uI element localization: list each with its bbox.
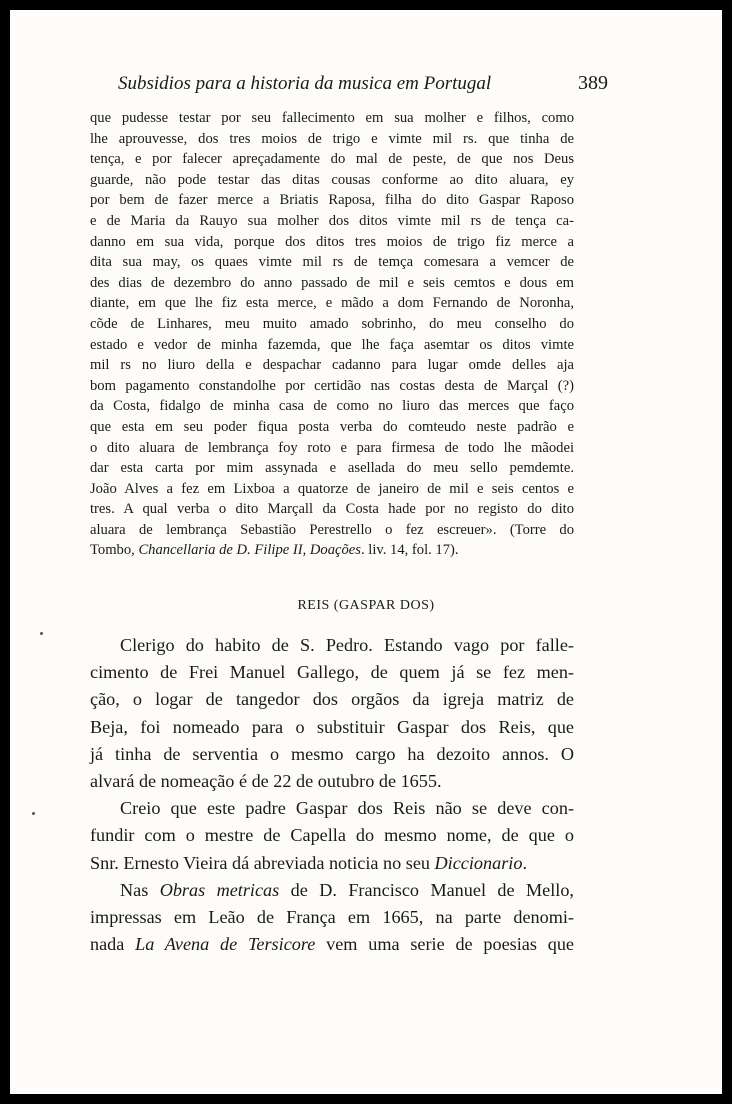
margin-speck [40, 632, 43, 635]
quote-line: por bem de fazer merce a Briatis Raposa, filha do dito Gaspar Raposo [90, 192, 574, 209]
body-line: impressas em Leão de França em 1665, na parte denomi- [90, 907, 574, 928]
section-heading: REIS (GASPAR DOS) [297, 598, 435, 613]
entry-body [90, 632, 574, 958]
body-line: Beja, foi nomeado para o substituir Gaspar dos Reis, que [90, 716, 574, 737]
quote-line: bom pagamento constandolhe por certidão nas costas desta de Marçal (?) [90, 377, 574, 394]
body-line [90, 850, 574, 877]
body-line: ção, o logar de tangedor dos orgãos da igreja matriz de [90, 689, 574, 710]
quote-line: e de Maria da Rauyo sua molher dos ditos vimte mil rs de tença ca- [90, 212, 574, 229]
citation-suffix: . liv. 14, fol. 17). [360, 542, 459, 559]
body-line: alvará de nomeação é de 22 de outubro de 1655. [90, 771, 442, 792]
citation-source-title: Chancellaria de D. Filipe II [138, 542, 303, 559]
body-line: cimento de Frei Manuel Gallego, de quem já se fez men- [90, 662, 574, 683]
body-text: vem uma serie de poesias que [315, 934, 574, 955]
margin-speck [32, 812, 35, 815]
quote-line: que esta em seu poder fiqua posta verba do comteudo neste padrão e [90, 418, 574, 435]
quote-line: lhe aprouvesse, dos tres moios de trigo e vimte mil rs. que tinha de [90, 130, 574, 147]
body-text: . [522, 852, 527, 873]
quote-line: diante, em que lhe fiz esta merce, e mãdo a dom Fernando de Noronha, [90, 295, 574, 312]
quote-citation-line [90, 540, 574, 561]
quote-line: dar esta carta por mim assynada e asellada do meu sello pemdemte. [90, 460, 574, 477]
quote-line: estado e vedor de minha fazemda, que lhe faça asemtar os ditos vimte [90, 336, 574, 353]
body-text: Snr. Ernesto Vieira dá abreviada noticia no seu [90, 852, 435, 873]
quote-line: tença, e por falecer apreçadamente do mal de peste, de que nos Deus [90, 151, 574, 168]
body-text: Nas [120, 879, 160, 900]
body-line [90, 931, 574, 958]
quote-line: des dias de dezembro do anno passado de mil e seis cemtos e dous em [90, 274, 574, 291]
citation-source-section: Doações [309, 542, 361, 559]
work-title: Diccionario [434, 852, 523, 873]
page-number: 389 [578, 72, 608, 94]
quote-line: da Costa, fidalgo de minha casa de como no liuro das merces que faço [90, 398, 574, 415]
body-line [90, 877, 574, 904]
work-title: La Avena de Tersicore [135, 934, 316, 955]
quote-line: mil rs no liuro della e despachar cadanno para lugar omde delles aja [90, 357, 574, 374]
body-text: nada [90, 934, 136, 955]
quote-line: cõde de Linhares, meu muito amado sobrinho, do meu conselho do [90, 315, 574, 332]
quote-line: guarde, não pode testar das ditas cousas conforme ao dito aluara, ey [90, 171, 574, 188]
citation-prefix: Tombo, [90, 542, 139, 559]
quote-line: aluara de lembrança Sebastião Perestrello o fez escreuer». (Torre do [90, 521, 574, 538]
quote-line: dita sua may, os quaes vimte mil rs de temça comesara a vemcer de [90, 254, 574, 271]
body-line: Clerigo do habito de S. Pedro. Estando vago por falle- [120, 635, 574, 655]
body-text: de D. Francisco Manuel de Mello, [279, 879, 574, 900]
running-header [118, 72, 608, 95]
quote-line: o dito aluara de lembrança foy roto e para firmesa de todo lhe mãodei [90, 439, 574, 456]
work-title: Obras metricas [159, 879, 280, 900]
body-line: fundir com o mestre de Capella do mesmo nome, de que o [90, 825, 574, 846]
quote-line: João Alves a fez em Lixboa a quatorze de janeiro de mil e seis centos e [90, 480, 574, 497]
quote-line: tres. A qual verba o dito Marçall da Costa hade por no registo do dito [90, 501, 574, 518]
page [10, 10, 722, 1094]
body-line: Creio que este padre Gaspar dos Reis não se deve con- [120, 798, 574, 819]
quoted-document [90, 108, 574, 561]
running-title: Subsidios para a historia da musica em Portugal [118, 73, 492, 94]
quote-line: danno em sua vida, porque dos ditos tres moios de trigo fiz merce a [90, 233, 574, 250]
body-line: já tinha de serventia o mesmo cargo ha dezoito annos. O [90, 743, 574, 764]
quote-line: que pudesse testar por seu fallecimento em sua molher e filhos, como [90, 110, 574, 126]
citation-separator: , [302, 542, 310, 559]
